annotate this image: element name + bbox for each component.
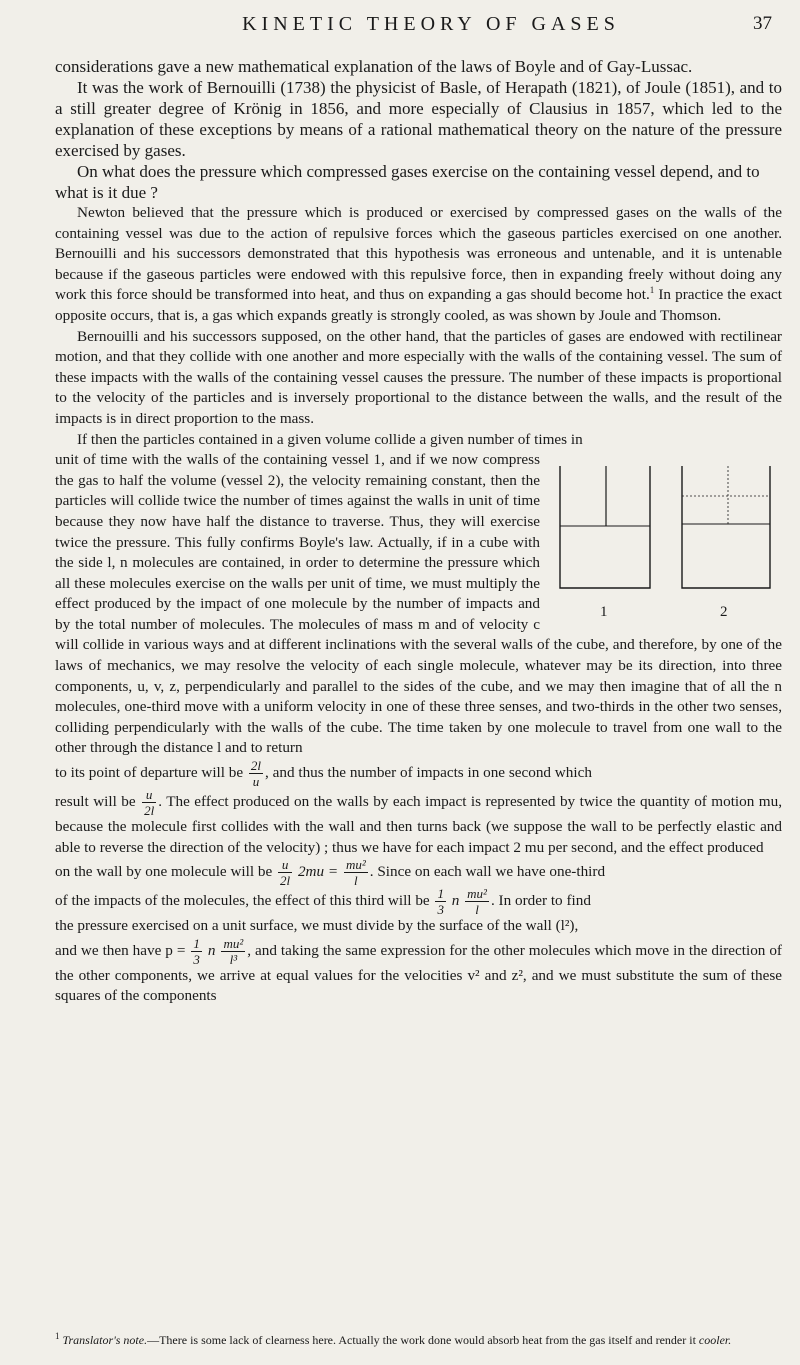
fraction-numerator: mu² <box>345 857 366 873</box>
equation-2mu: 2mu = <box>297 863 339 881</box>
fraction-denominator: l <box>475 902 479 918</box>
fraction-numerator: mu² <box>467 886 487 902</box>
fraction-denominator: 2l <box>280 873 291 889</box>
variable-n-second: n <box>207 941 216 959</box>
fraction-numerator: 2l <box>250 758 262 774</box>
paragraph-bernouilli: Bernouilli and his successors supposed, on the other hand, that the particles of gases are endowed with rectilinear motion, and that they collide with one another and more especially with the walls of the containing vessel. The sum of these impacts with the walls of the containing vessel causes the pressure. The number of these impacts is proportional to the velocity of the particles and is inversely proportional to the distance between the walls, and the result of the impacts is in direct proportion to the mass. <box>55 327 782 427</box>
running-head: KINETIC THEORY OF GASES <box>242 13 620 35</box>
text-to-find: . In order to find <box>490 892 591 910</box>
footnote-reference: 1 <box>649 285 655 296</box>
text-one-molecule: on the wall by one molecule will be <box>55 863 273 881</box>
paragraph-boyle: unit of time with the walls of the containing vessel 1, and if we now compress the gas to half the volume (vessel 2), the velocity remaining constant, then the particles will collide twice the number of times against the walls in unit of time because they now have half the distance to traverse. Thus, they will exercise twice the pressure. This fully confirms Boyle's law. Actually, if in a cube with the side l, n molecules are contained, in order to determine the pressure which all these molecules exercise on the walls per unit of time, we must multiply the effect produced by the impact of one molecule by the number of impacts and by the total number of molecules. The molecules of mass m and of velocity c will collide in various ways and at different inclinations with the several walls of the cube, and therefore, by one of the laws of mechanics, we may resolve the velocity of each single molecule, whatever may be its direction, into three components, u, v, z, perpendicularly and parallel to the sides of the cube, and we may then imagine that of all the n molecules, one-third move with a uniform velocity in one of these three senses, and two-thirds in the other two senses, colliding perpendicularly with the walls of the cube. The time taken by one molecule to travel from one wall to the other through the distance l and to return <box>55 451 782 757</box>
text-effect: . The effect produced on the walls by each impact is represented by twice the quantity of motion mu, because the molecule first collides with the wall and then turns back (we suppose the wall to be perfectly elastic and able to reverse the direction of the velocity) ; thus we have for each impact 2 mu per second, and the effect produced <box>55 793 783 856</box>
fraction-one-third-second <box>191 937 202 966</box>
text-third-effect: of the impacts of the molecules, the effect of this third will be <box>55 892 430 910</box>
text-departure: to its point of departure will be <box>55 764 244 782</box>
text-other-molecules: , and taking the same expression for the other molecules which move in the direction of the other components, we arrive at equal values for the velocities v² and z², and we must substitute the sum of these squares of the components <box>55 941 782 1005</box>
fraction-denominator: 3 <box>437 902 444 918</box>
vessel-2-outline <box>682 466 770 588</box>
paragraph-unit-surface: the pressure exercised on a unit surface, we must divide by the surface of the wall (l²), <box>55 917 579 935</box>
page-body <box>55 56 782 1007</box>
fraction-mu2-over-l <box>344 858 368 887</box>
paragraph-pressure <box>55 937 782 1007</box>
fraction-denominator: l³ <box>229 951 238 967</box>
paragraph-newton-tail: In practice the exact opposite occurs, that is, a gas which expands greatly is strongly cooled, as was shown by Joule and Thomson. <box>55 286 783 324</box>
fraction-u-over-2l <box>142 788 156 817</box>
page-number: 37 <box>753 13 772 34</box>
footnote-emphasis: cooler. <box>698 1333 732 1347</box>
fraction-denominator: l <box>354 873 358 889</box>
fraction-numerator: mu² <box>223 935 244 951</box>
fraction-2l-over-u <box>249 759 263 788</box>
paragraph-newton-text: Newton believed that the pressure which is produced or exercised by compressed gases on the walls of the containing vessel was due to the action of repulsive forces which the gaseous particles exercised on one another. Bernouilli and his successors demonstrated that this hypothesis was erroneous and untenable, and it is untenable because if the gaseous particles were endowed with this repulsive force, then in expanding freely without doing any work this force should be transformed into heat, and thus on expanding a gas should become hot. <box>55 204 782 304</box>
paragraph-newton <box>55 203 782 327</box>
paragraph-line: If then the particles contained in a given volume collide a given number of times in <box>77 430 583 448</box>
vessel-diagram <box>554 452 776 602</box>
footnote-label: Translator's note. <box>62 1333 148 1347</box>
footnote-text: —There is some lack of clearness here. Actually the work done would absorb heat from the gas itself and render it <box>147 1333 696 1347</box>
paragraph-departure <box>55 759 782 788</box>
paragraph-third <box>55 887 782 916</box>
fraction-one-third <box>435 887 446 916</box>
vessel-figure <box>554 452 776 632</box>
fraction-denominator: 3 <box>193 951 200 967</box>
fraction-mu2-over-l3 <box>221 937 245 966</box>
page-header <box>90 13 772 43</box>
figure-label-2: 2 <box>720 604 728 621</box>
section-question: On what does the pressure which compressed gases exercise on the containing vessel depend, and to what is it due ? <box>55 162 760 202</box>
paragraph-molecule-effect <box>55 858 782 887</box>
fraction-numerator: u <box>142 788 156 803</box>
footnote-mark: 1 <box>55 1331 60 1341</box>
paragraph-result <box>55 788 782 858</box>
paragraph-continuation: considerations gave a new mathematical explanation of the laws of Boyle and of Gay-Lussac. <box>55 57 693 76</box>
variable-n: n <box>451 892 460 910</box>
text-impacts: , and thus the number of impacts in one second which <box>265 764 592 782</box>
vessel-1-outline <box>560 466 650 588</box>
text-result: result will be <box>55 793 136 811</box>
fraction-numerator: 1 <box>437 886 444 902</box>
paragraph-history: It was the work of Bernouilli (1738) the physicist of Basle, of Herapath (1821), of Joule (1851), and to a still greater degree of Krönig in 1856, and more especially of Clausius in 1857, which led to the explanation of these exceptions by means of a rational mathematical theory on the nature of the pressure exercised by gases. <box>55 78 782 160</box>
fraction-denominator: 2l <box>144 803 155 819</box>
footnote <box>55 1333 782 1347</box>
fraction-numerator: 1 <box>193 935 200 951</box>
figure-label-1: 1 <box>600 604 608 621</box>
fraction-mu2-over-l-second <box>465 887 489 916</box>
fraction-u-over-2l-second <box>278 858 292 887</box>
fraction-denominator: u <box>252 774 260 790</box>
equation-p: and we then have p = <box>55 941 186 959</box>
fraction-numerator: u <box>278 858 292 873</box>
text-one-third: . Since on each wall we have one-third <box>369 863 606 881</box>
